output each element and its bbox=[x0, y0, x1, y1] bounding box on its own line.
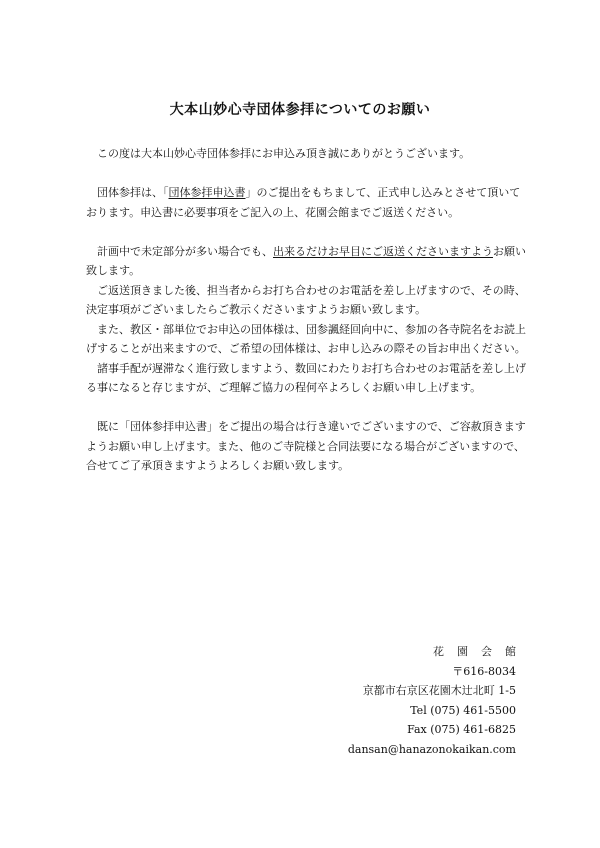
paragraph-text: ご返送頂きました後、担当者からお打ち合わせのお電話を差し上げますので、その時、決定事項がございましたらご教示くださいますようお願い致します。 bbox=[86, 283, 526, 316]
telephone: Tel (075) 461-5500 bbox=[410, 703, 516, 717]
paragraph-thanks bbox=[86, 144, 526, 164]
fax: Fax (075) 461-6825 bbox=[407, 723, 516, 736]
postal-code: 〒616-8034 bbox=[452, 664, 516, 678]
paragraph-text: また、教区・部単位でお申込の団体様は、団参諷経回向中に、参加の各寺院名をお読上げすることが出来ますので、ご希望の団体様は、お申し込みの際その旨お申出ください。 bbox=[86, 322, 526, 355]
form-name-underlined: 団体参拝申込書 bbox=[168, 186, 246, 199]
paragraph-text: 既に「団体参拝申込書」をご提出の場合は行き違いでございますので、ご容赦頂きますようお願い申し上げます。また、他のご寺院様と合同法要になる場合がございますので、合せてご了承頂きますようよろしくお願い致します。 bbox=[86, 420, 526, 472]
paragraph-phone-contact bbox=[86, 281, 526, 320]
paragraph-temple-names bbox=[86, 320, 526, 359]
paragraph-text: お願い致します。 bbox=[86, 244, 526, 277]
paragraph-arrangements bbox=[86, 359, 526, 398]
paragraph-text: 計画中で未定部分が多い場合でも、 bbox=[97, 244, 273, 258]
document-title: 大本山妙心寺団体参拝についてのお願い bbox=[169, 102, 431, 118]
paragraph-early-return bbox=[86, 242, 526, 281]
document-body bbox=[86, 144, 526, 495]
paragraph-already-submitted bbox=[86, 417, 526, 476]
paragraph-text: 諸事手配が遅滞なく進行致しますよう、数回にわたりお打ち合わせのお電話を差し上げる事になると存じますが、ご理解ご協力の程何卒よろしくお願い申し上げます。 bbox=[86, 361, 526, 394]
organization-name: 花園会館 bbox=[433, 645, 529, 658]
paragraph-application bbox=[86, 183, 526, 222]
email-address: dansan@hanazonokaikan.com bbox=[347, 742, 516, 756]
emphasis-underlined: 出来るだけお早目にご返送くださいますよう bbox=[273, 244, 493, 258]
paragraph-text: 団体参拝は、「 bbox=[97, 186, 169, 199]
paragraph-text: この度は大本山妙心寺団体参拝にお申込み頂き誠にありがとうございます。 bbox=[97, 147, 471, 160]
contact-block bbox=[316, 642, 529, 759]
paragraph-text: 」のご提出をもちまして、正式申し込みとさせて頂いております。申込書に必要事項をご記入の上、花園会館までご返送ください。 bbox=[86, 186, 521, 219]
address: 京都市右京区花園木辻北町 1-5 bbox=[362, 684, 516, 697]
